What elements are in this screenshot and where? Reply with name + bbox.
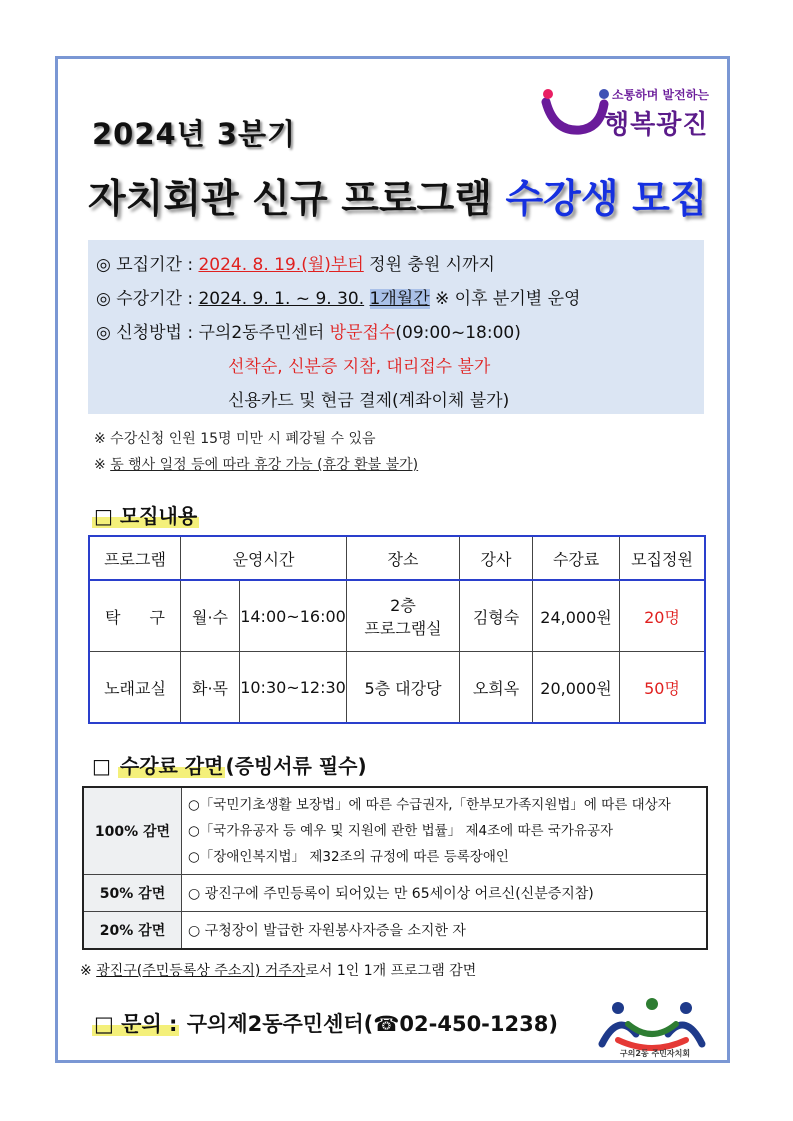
program-teacher: 김형숙 — [460, 580, 533, 652]
course-value: 2024. 9. 1. ~ 9. 30. — [198, 289, 365, 309]
col-capacity: 모집정원 — [620, 536, 706, 580]
discount-rate: 50% 감면 — [83, 875, 182, 912]
discount-heading — [92, 750, 367, 779]
title-quarter: 2024년 3분기 — [92, 117, 297, 151]
col-time: 운영시간 — [181, 536, 347, 580]
period-label: 모집기간 : — [116, 255, 194, 275]
program-capacity: 20명 — [620, 580, 706, 652]
footnote-suffix: 로서 1인 1개 프로그램 감면 — [305, 963, 477, 979]
apply-place: 구의2동주민센터 — [198, 323, 325, 343]
heading-box: □ — [92, 754, 111, 778]
recruit-heading-label: □ 모집내용 — [94, 504, 198, 528]
place-line1: 5층 대강당 — [364, 678, 442, 698]
program-fee: 20,000원 — [533, 652, 620, 724]
discount-item: ○「장애인복지법」 제32조의 규정에 따른 등록장애인 — [188, 849, 509, 865]
course-duration: 1개월간 — [369, 289, 430, 309]
col-fee: 수강료 — [533, 536, 620, 580]
program-name: 노래교실 — [89, 652, 181, 724]
apply-conditions: 선착순, 신분증 지참, 대리접수 불가 — [228, 357, 491, 377]
program-teacher: 오희옥 — [460, 652, 533, 724]
program-time: 10:30~12:30 — [240, 652, 347, 724]
place-line1: 2층 — [390, 596, 416, 615]
footnote-mark: ※ — [80, 963, 92, 979]
table-row — [83, 787, 707, 875]
program-time: 14:00~16:00 — [240, 580, 347, 652]
discount-heading-suffix: (증빙서류 필수) — [225, 754, 367, 778]
emblem-name: 구의2동 주민자치회 — [619, 1049, 691, 1058]
discount-table — [82, 786, 708, 950]
apply-method: 방문접수 — [329, 323, 396, 343]
program-fee: 24,000원 — [533, 580, 620, 652]
table-row — [89, 580, 705, 652]
discount-footnote — [80, 960, 476, 980]
info-apply — [96, 318, 521, 343]
logo-slogan: 소통하며 발전하는 — [612, 88, 709, 102]
table-row — [83, 875, 707, 912]
note-min-enrollment: ※ 수강신청 인원 15명 미만 시 폐강될 수 있음 — [94, 431, 376, 447]
discount-rate: 100% 감면 — [83, 787, 182, 875]
bullet-icon: ◎ — [96, 255, 111, 275]
table-row — [83, 912, 707, 950]
contact-label: □ 문의 : — [94, 1012, 178, 1036]
period-value: 2024. 8. 19.(월)부터 — [198, 255, 364, 275]
col-program: 프로그램 — [89, 536, 181, 580]
discount-item: ○「국가유공자 등 예우 및 지원에 관한 법률」 제4조에 따른 국가유공자 — [188, 823, 614, 839]
program-place — [347, 580, 460, 652]
logo-name: 행복광진 — [604, 110, 709, 140]
title-highlight: 수강생 모집 — [505, 177, 708, 222]
program-days: 화·목 — [181, 652, 240, 724]
note-mark: ※ — [94, 457, 106, 473]
contact-line — [92, 1008, 558, 1038]
place-line2: 프로그램실 — [364, 619, 442, 638]
course-label: 수강기간 : — [116, 289, 194, 309]
table-row — [89, 652, 705, 724]
info-period — [96, 250, 495, 275]
footnote-residence: 광진구(주민등록상 주소지) 거주자 — [96, 963, 306, 979]
bullet-icon: ◎ — [96, 323, 111, 343]
col-teacher: 강사 — [460, 536, 533, 580]
discount-items — [182, 787, 708, 875]
program-place — [347, 652, 460, 724]
title-prefix: 자치회관 신규 프로그램 — [88, 177, 492, 222]
discount-heading-label: 수강료 감면 — [119, 754, 224, 778]
table-header-row — [89, 536, 705, 580]
page-title — [88, 168, 707, 224]
period-suffix: 정원 충원 시까지 — [369, 255, 495, 275]
apply-hours: (09:00~18:00) — [395, 323, 521, 343]
apply-payment: 신용카드 및 현금 결제(계좌이체 불가) — [228, 391, 510, 411]
program-capacity: 50명 — [620, 652, 706, 724]
discount-item: ○「국민기초생활 보장법」에 따른 수급권자,「한부모가족지원법」에 따른 대상자 — [188, 797, 671, 813]
recruit-table — [88, 535, 706, 724]
note-closure — [94, 454, 418, 474]
discount-item: ○ 광진구에 주민등록이 되어있는 만 65세이상 어르신(신분증지참) — [182, 875, 708, 912]
program-days: 월·수 — [181, 580, 240, 652]
col-place: 장소 — [347, 536, 460, 580]
note-closure-text: 동 행사 일정 등에 따라 휴강 가능 (휴강 환불 불가) — [110, 457, 419, 473]
contact-value: 구의제2동주민센터(☎02-450-1238) — [186, 1012, 558, 1036]
discount-item: ○ 구청장이 발급한 자원봉사자증을 소지한 자 — [182, 912, 708, 950]
course-suffix: ※ 이후 분기별 운영 — [435, 289, 581, 309]
discount-rate: 20% 감면 — [83, 912, 182, 950]
program-name: 탁 구 — [89, 580, 181, 652]
apply-label: 신청방법 : — [116, 323, 194, 343]
info-course — [96, 284, 580, 309]
bullet-icon: ◎ — [96, 289, 111, 309]
recruit-heading — [92, 500, 199, 529]
